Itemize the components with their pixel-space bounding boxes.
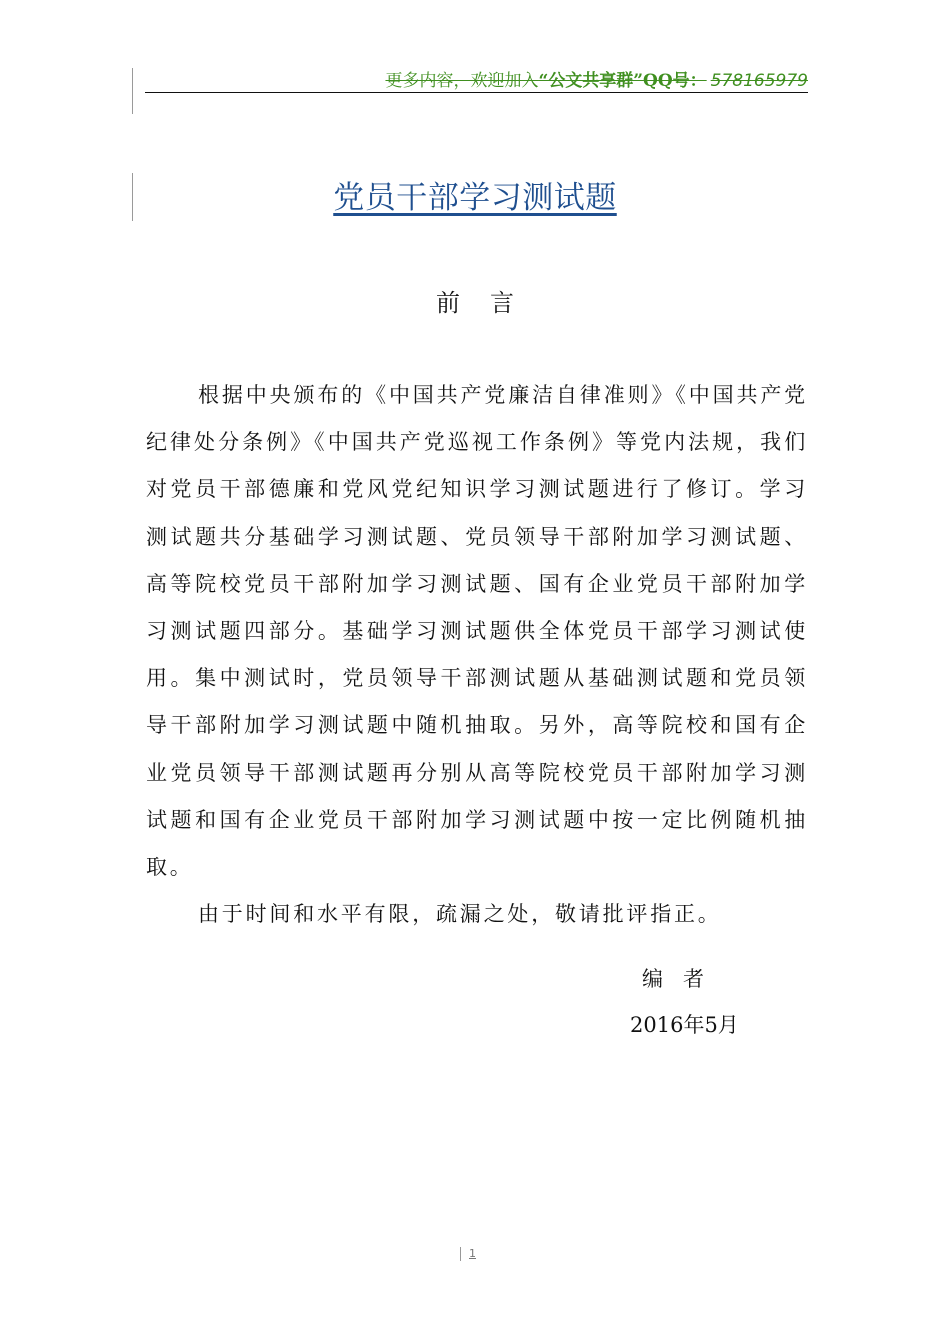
paragraph: 根据中央颁布的《中国共产党廉洁自律准则》《中国共产党纪律处分条例》《中国共产党巡视工作条例》等党内法规，我们对党员干部德廉和党风党纪知识学习测试题进行了修订。学习测试题共分基础学习测试题、党员领导干部附加学习测试题、高等院校党员干部附加学习测试题、国有企业党员干部附加学习测试题四部分。基础学习测试题供全体党员干部学习测试使用。集中测试时，党员领导干部测试题从基础测试题和党员领导干部附加学习测试题中随机抽取。另外，高等院校和国有企业党员领导干部测试题再分别从高等院校党员干部附加学习测试题和国有企业党员干部附加学习测试题中按一定比例随机抽取。 — [146, 383, 808, 880]
document-title: 党员干部学习测试题 — [333, 180, 617, 216]
page-number-divider — [460, 1247, 461, 1261]
header-prefix: 更多内容，欢迎加入 — [385, 71, 539, 91]
page-number — [460, 1247, 476, 1261]
paragraph: 由于时间和水平有限，疏漏之处，敬请批评指正。 — [198, 902, 722, 927]
page-number-value: 1 — [469, 1247, 476, 1260]
header-qq-label: QQ号： — [643, 71, 707, 91]
signature-block — [630, 956, 810, 1048]
page-header — [145, 66, 808, 91]
preface-body — [146, 372, 808, 938]
preface-heading: 前言 — [436, 289, 544, 317]
signature-date: 2016年5月 — [630, 1013, 739, 1037]
header-group-name: “公文共享群” — [538, 71, 644, 91]
header-qq-number: 578165979 — [710, 71, 808, 91]
signature-name: 编者 — [642, 967, 724, 991]
margin-mark-top — [132, 68, 133, 114]
header-rule — [145, 92, 808, 93]
